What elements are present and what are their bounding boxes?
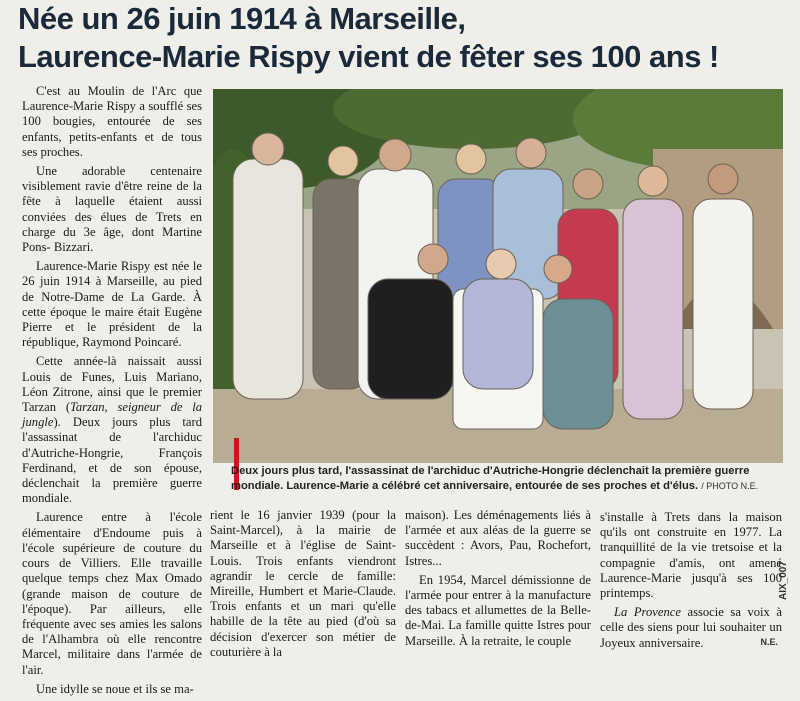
photo-caption	[231, 464, 787, 494]
paragraph: rient le 16 janvier 1939 (pour la Saint-Marcel), à la mairie de Marseille et à l'église de Saint-Louis. Trois enfants viendront agrandir le cercle de famille: Mireille, Humbert et Marie-Claude. Trois enfants et un mari qu'elle habille de la tête au pied (d'où sa décision d'exercer son métier de couturière à la	[210, 508, 396, 659]
article-column-1	[22, 84, 202, 701]
paragraph: Laurence-Marie Rispy est née le 26 juin 1914 à Marseille, au pied de Notre-Dame de La Garde. À cette époque le maire était Eugène Pierre et le président de la république, Raymond Poincaré.	[22, 259, 202, 350]
paragraph: Cette année-là naissait aussi Louis de Funes, Luis Mariano, Léon Zitrone, ainsi que le premier Tarzan (Tarzan, seigneur de la jungle). Deux jours plus tard l'assassinat de l'archiduc d'Autriche-Hongrie, François Ferdinand, et de son épouse, déclenchait la première guerre mondiale.	[22, 354, 202, 506]
paragraph: En 1954, Marcel démissionne de l'armée pour entrer à la manufacture des tabacs et allumettes de la Belle-de-Mai. La famille quitte Istres pour Marseille. À la retraite, le couple	[405, 572, 591, 648]
paragraph: Une idylle se noue et ils se ma-	[36, 681, 194, 696]
paragraph: Laurence entre à l'école élémentaire d'Endoume puis à l'école supérieure de couture du cours de Villiers. Elle travaille quelque temps chez Max Omado (grande maison de couture de l'époque). Par ailleurs, elle fréquente avec ses amies les salons de l'Alhambra où elle rencontre Marcel, militaire dans l'armée de l'air.	[22, 510, 202, 677]
caption-text: Deux jours plus tard, l'assassinat de l'archiduc d'Autriche-Hongrie déclenchait la première guerre mondiale. Laurence-Marie a célébré cet anniversaire, entourée de ses proches et d'élus.	[231, 465, 750, 492]
article-column-4	[600, 510, 782, 655]
headline-line-1: Née un 26 juin 1914 à Marseille,	[18, 1, 466, 36]
paragraph: La Provence associe sa voix à celle des siens pour lui souhaiter un Joyeux anniversaire.	[600, 605, 782, 650]
headline	[18, 0, 793, 76]
page-code: AIX_007	[778, 561, 789, 600]
headline-line-2: Laurence-Marie Rispy vient de fêter ses 100 ans !	[18, 39, 719, 74]
group-photo	[213, 89, 783, 463]
paragraph: s'installe à Trets dans la maison qu'ils ont construite en 1977. La tranquillité de la vie tretsoise et la compagnie d'amis, ont amené Laurence-Marie jusqu'à ses 100 printemps.	[600, 510, 782, 601]
paragraph: Une adorable centenaire visiblement ravie d'être reine de la fête à laquelle étaient aussi conviées des élues de Trets en charge du 3e âge, dont Martine Pons- Bizzari.	[22, 164, 202, 255]
article-column-2	[210, 508, 396, 664]
author-initials: N.E.	[760, 637, 778, 647]
photo-credit: / PHOTO N.E.	[701, 481, 759, 491]
article-column-3	[405, 508, 591, 653]
paragraph: maison). Les déménagements liés à l'armée et aux aléas de la guerre se succèdent : Avors, Pau, Rochefort, Istres...	[405, 508, 591, 568]
paragraph: C'est au Moulin de l'Arc que Laurence-Marie Rispy a soufflé ses 100 bougies, entourée de ses enfants, petits-enfants et de tous ses proches.	[22, 84, 202, 159]
